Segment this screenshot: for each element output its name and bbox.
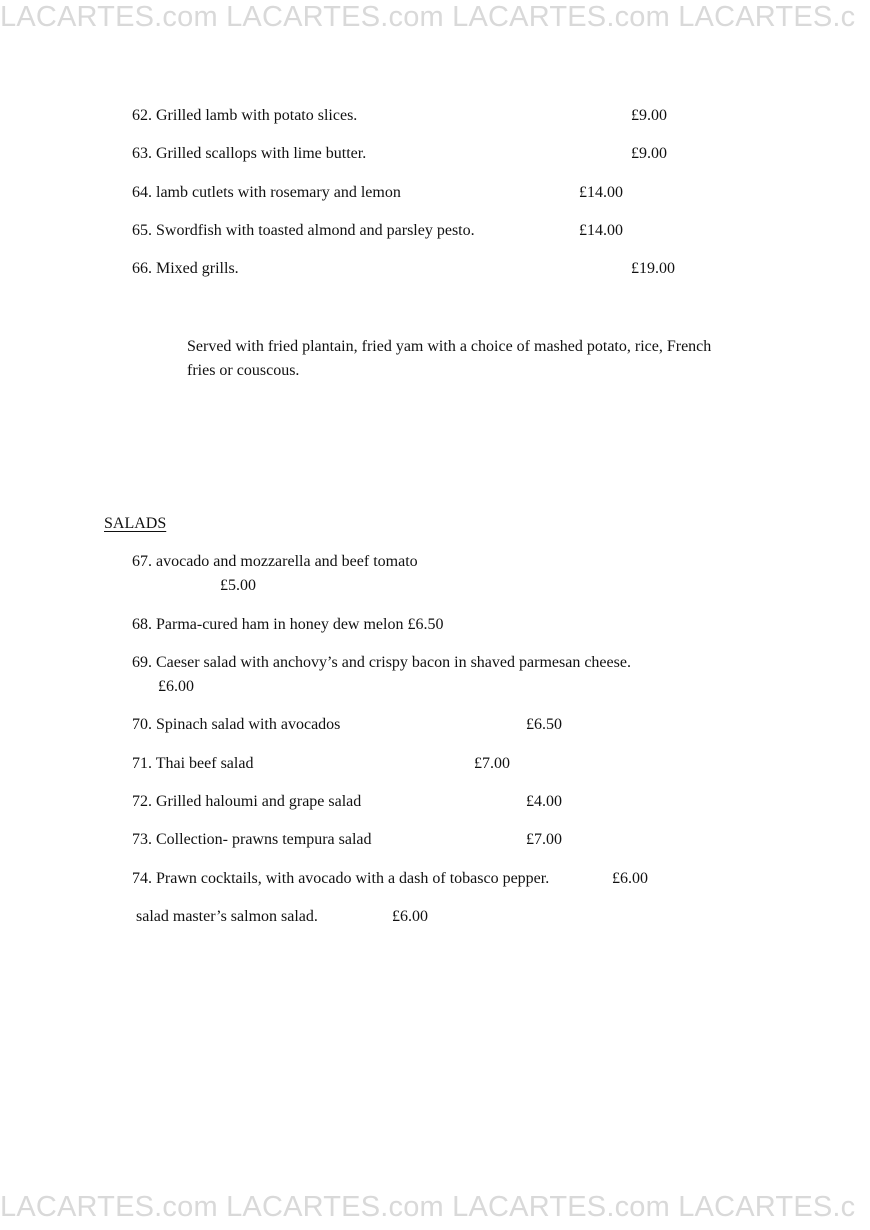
menu-item-name: 62. Grilled lamb with potato slices. bbox=[132, 107, 358, 124]
menu-item-price: £19.00 bbox=[631, 260, 675, 277]
menu-item-price: £6.00 bbox=[158, 678, 194, 695]
served-with-note: Served with fried plantain, fried yam with a choice of mashed potato, rice, French bbox=[187, 338, 712, 355]
watermark-top: LACARTES.com LACARTES.com LACARTES.com LACARTES.c bbox=[0, 1, 856, 33]
menu-item-name: 64. lamb cutlets with rosemary and lemon bbox=[132, 184, 401, 201]
menu-item-price: £6.00 bbox=[612, 870, 648, 887]
menu-item-name: 67. avocado and mozzarella and beef tomato bbox=[132, 553, 418, 570]
menu-item-price: £14.00 bbox=[579, 184, 623, 201]
menu-item-name: 70. Spinach salad with avocados bbox=[132, 716, 341, 733]
menu-item-price: £14.00 bbox=[579, 222, 623, 239]
menu-item-price: £7.00 bbox=[526, 831, 562, 848]
watermark-bottom: LACARTES.com LACARTES.com LACARTES.com LACARTES.c bbox=[0, 1191, 856, 1223]
section-heading-salads: SALADS bbox=[104, 515, 167, 532]
menu-item-name: 65. Swordfish with toasted almond and parsley pesto. bbox=[132, 222, 475, 239]
menu-item-name: 66. Mixed grills. bbox=[132, 260, 239, 277]
menu-item-name: 71. Thai beef salad bbox=[132, 755, 254, 772]
menu-item-price: £6.50 bbox=[526, 716, 562, 733]
menu-item-name: 68. Parma-cured ham in honey dew melon £6.50 bbox=[132, 616, 444, 633]
menu-item-name: 69. Caeser salad with anchovy’s and crispy bacon in shaved parmesan cheese. bbox=[132, 654, 631, 671]
menu-item-price: £9.00 bbox=[631, 145, 667, 162]
served-with-note: fries or couscous. bbox=[187, 362, 300, 379]
menu-item-name: 72. Grilled haloumi and grape salad bbox=[132, 793, 362, 810]
menu-item-name: salad master’s salmon salad. bbox=[136, 908, 318, 925]
menu-item-price: £6.00 bbox=[392, 908, 428, 925]
menu-item-price: £4.00 bbox=[526, 793, 562, 810]
menu-item-price: £7.00 bbox=[474, 755, 510, 772]
menu-item-price: £5.00 bbox=[220, 577, 256, 594]
menu-item-name: 73. Collection- prawns tempura salad bbox=[132, 831, 372, 848]
menu-item-price: £9.00 bbox=[631, 107, 667, 124]
menu-item-name: 74. Prawn cocktails, with avocado with a dash of tobasco pepper. bbox=[132, 870, 550, 887]
menu-item-name: 63. Grilled scallops with lime butter. bbox=[132, 145, 367, 162]
